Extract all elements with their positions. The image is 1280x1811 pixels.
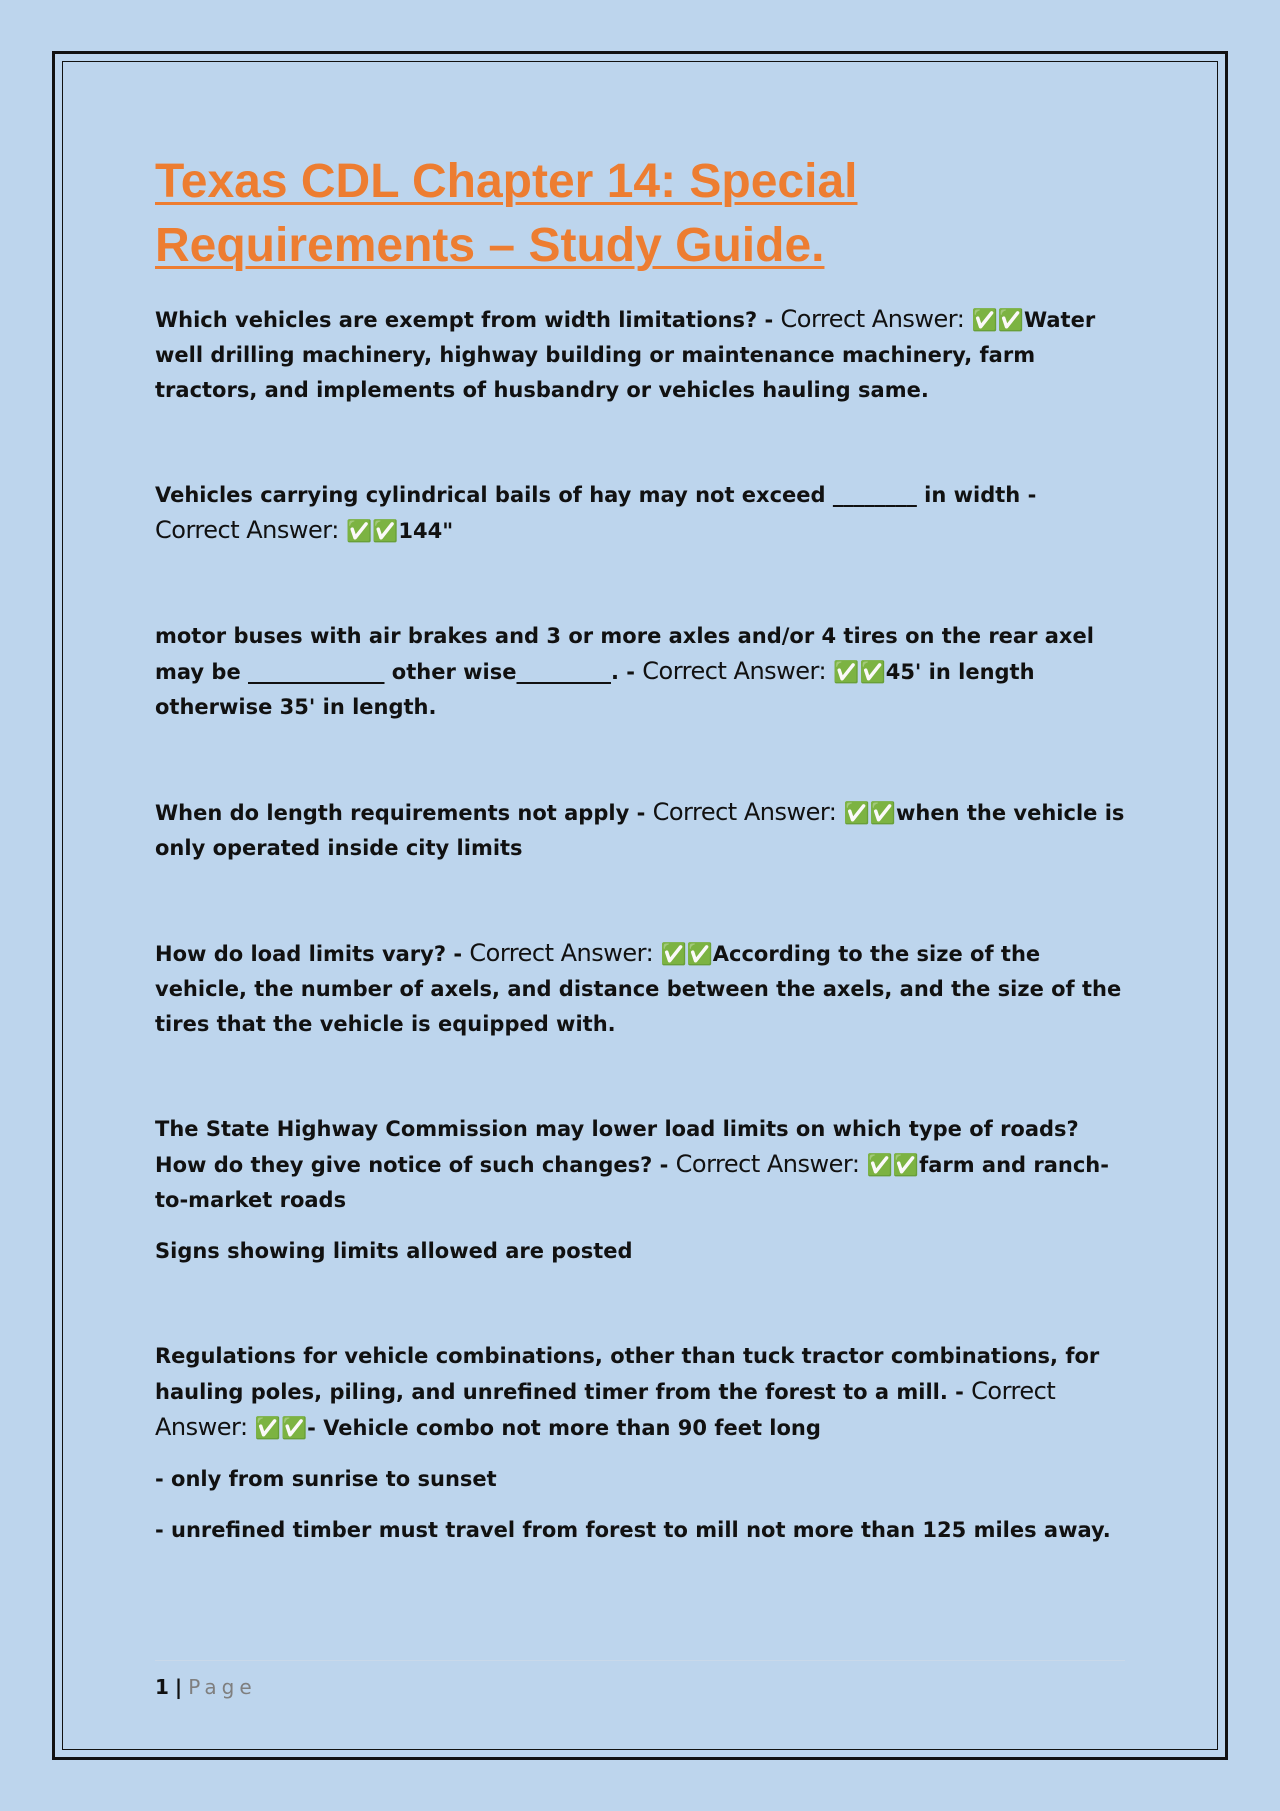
- answer-text: Water well drilling machinery, highway building or maintenance machinery, farm tractors, and implements of husbandry or vehicles hauling same.: [155, 308, 1096, 402]
- answer-label: Correct Answer:: [642, 657, 827, 685]
- answer-extra-line: - unrefined timber must travel from forest to mill not more than 125 miles away.: [155, 1518, 1111, 1542]
- answer-extra-line: - only from sunrise to sunset: [155, 1467, 497, 1491]
- double-check-icon: ✅✅: [843, 801, 897, 825]
- qa-item: [155, 795, 1125, 866]
- answer-label: Correct Answer:: [155, 1377, 1056, 1441]
- answer-text: 144": [398, 519, 454, 543]
- qa-item: [155, 478, 1125, 549]
- double-check-icon: ✅✅: [971, 308, 1024, 332]
- double-check-icon: ✅✅: [660, 942, 713, 966]
- double-check-icon: ✅✅: [346, 519, 399, 543]
- footer-separator: |: [174, 1675, 183, 1699]
- question-text: How do load limits vary? -: [155, 942, 470, 966]
- question-text: The State Highway Commission may lower load limits on which type of roads? How do they give notice of such changes? -: [155, 1117, 1079, 1177]
- page-label: Page: [188, 1675, 257, 1699]
- answer-text: farm and ranch-to-market roads: [155, 1153, 1109, 1212]
- answer-text: 45' in length otherwise 35' in length.: [155, 660, 1035, 719]
- page-footer: [155, 1660, 1125, 1699]
- answer-label: Correct Answer:: [780, 305, 965, 333]
- answer-label: Correct Answer:: [155, 516, 339, 544]
- answer-label: Correct Answer:: [675, 1150, 860, 1178]
- answer-label: Correct Answer:: [469, 939, 654, 967]
- question-text: Vehicles carrying cylindrical bails of hay may not exceed ________ in width -: [155, 483, 1037, 507]
- question-text: Which vehicles are exempt from width limitations? -: [155, 308, 781, 332]
- answer-text: when the vehicle is only operated inside city limits: [155, 801, 1125, 860]
- double-check-icon: ✅✅: [866, 1153, 920, 1177]
- qa-item: [155, 1339, 1125, 1446]
- double-check-icon: ✅✅: [833, 660, 886, 684]
- answer-text: - Vehicle combo not more than 90 feet long: [307, 1416, 821, 1440]
- document-title: Texas CDL Chapter 14: Special Requirements – Study Guide.: [155, 155, 858, 272]
- document-body: [155, 150, 1125, 1548]
- qa-item: [155, 936, 1125, 1042]
- page-number: 1: [155, 1675, 169, 1699]
- question-text: Regulations for vehicle combinations, other than tuck tractor combinations, for hauling poles, piling, and unrefined timer from the forest to a mill. -: [155, 1344, 1100, 1404]
- question-text: motor buses with air brakes and 3 or more axles and/or 4 tires on the rear axel may be _____________ other wise_________. -: [155, 624, 1094, 684]
- qa-item: [155, 302, 1125, 408]
- answer-text: According to the size of the vehicle, the number of axels, and distance between the axels, and the size of the tires that the vehicle is equipped with.: [155, 942, 1122, 1036]
- qa-item: [155, 1112, 1125, 1218]
- answer-label: Correct Answer:: [652, 798, 837, 826]
- qa-item: [155, 619, 1125, 725]
- double-check-icon: ✅✅: [254, 1416, 308, 1440]
- question-text: When do length requirements not apply -: [155, 801, 653, 825]
- answer-extra-line: Signs showing limits allowed are posted: [155, 1239, 633, 1263]
